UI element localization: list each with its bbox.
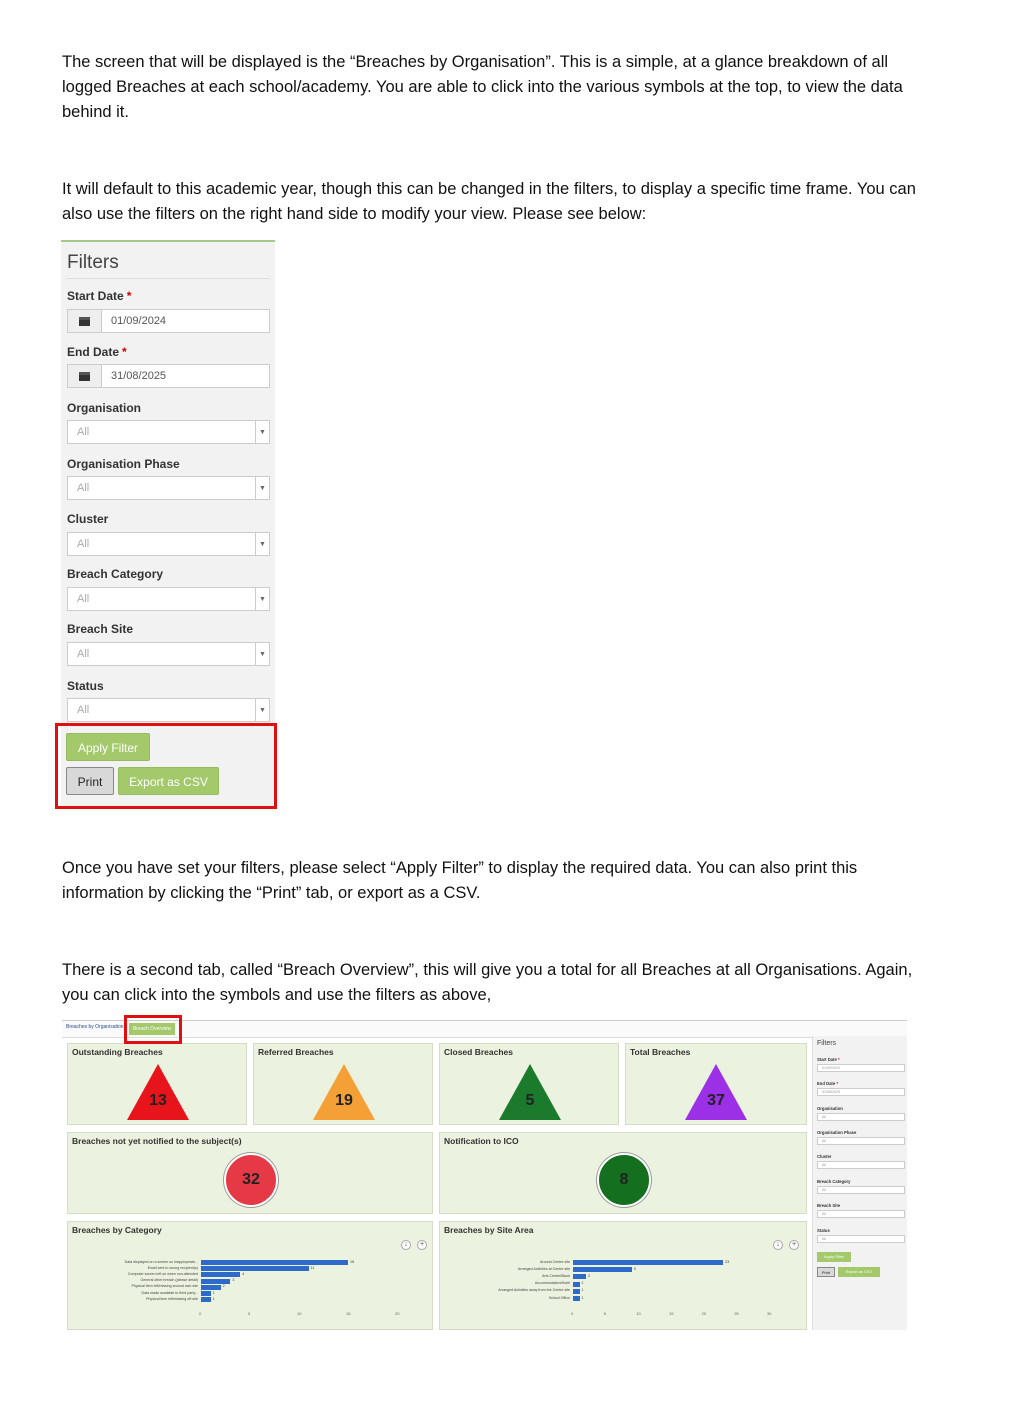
side-cluster-label: Cluster — [817, 1154, 832, 1159]
card-title: Closed Breaches — [444, 1047, 513, 1057]
end-date-value: 31/08/2025 — [111, 370, 167, 382]
side-organisation-label: Organisation — [817, 1106, 843, 1111]
organisation-phase-value: All — [77, 482, 90, 494]
bar-category-label: Email sent to wrong recipient(s) — [147, 1265, 198, 1270]
highlight-box — [124, 1015, 182, 1044]
bar-value-label: 2 — [588, 1273, 591, 1278]
bar-category-label: Data displayed on a screen so inappropriate... — [124, 1259, 198, 1264]
paragraph-line: also use the filters on the right hand side to modify your view. Please see below: — [62, 205, 647, 223]
breach-site-select[interactable] — [67, 642, 270, 666]
card-title: Total Breaches — [630, 1047, 691, 1057]
chevron-down-icon[interactable]: ▼ — [255, 588, 269, 610]
bar[interactable] — [201, 1272, 240, 1277]
bar-category-label: Arts Centre/Block — [542, 1273, 570, 1278]
bar-value-label: 9 — [633, 1266, 636, 1271]
calendar-icon[interactable] — [68, 365, 102, 387]
start-date-field[interactable] — [67, 309, 270, 333]
organisation-select[interactable] — [67, 420, 270, 444]
x-tick-label: 0 — [571, 1311, 574, 1317]
closed-breaches-card[interactable] — [439, 1043, 619, 1125]
bar[interactable] — [201, 1285, 221, 1290]
not-notified-card[interactable] — [67, 1132, 433, 1214]
filters-divider — [67, 278, 269, 279]
side-organisation-phase-label: Organisation Phase — [817, 1130, 857, 1135]
intro-paragraph — [62, 50, 962, 125]
cluster-select[interactable] — [67, 532, 270, 556]
card-value: 13 — [149, 1092, 167, 1109]
bar-category-label: School Office — [548, 1295, 570, 1300]
paragraph-line: you can click into the symbols and use the filters as above, — [62, 986, 492, 1004]
side-status-label: Status — [817, 1228, 830, 1233]
start-date-label: Start Date * — [67, 289, 132, 303]
status-value: All — [77, 704, 90, 716]
count-circle[interactable]: 8 — [597, 1153, 651, 1207]
bar[interactable] — [201, 1260, 348, 1265]
category-bar-chart — [68, 1222, 434, 1331]
bar[interactable] — [573, 1289, 580, 1294]
organisation-phase-select[interactable] — [67, 476, 270, 500]
tab-breach-overview[interactable]: Breach Overview — [129, 1023, 175, 1035]
chevron-down-icon[interactable]: ▼ — [255, 477, 269, 499]
dashboard-screenshot — [62, 1020, 907, 1330]
chevron-down-icon[interactable]: ▼ — [255, 421, 269, 443]
cluster-value: All — [77, 538, 90, 550]
bar[interactable] — [573, 1274, 586, 1279]
bar[interactable] — [573, 1267, 632, 1272]
filters-paragraph — [62, 177, 962, 227]
side-breach-site-select[interactable]: All — [817, 1210, 905, 1218]
side-start-date-label: Start Date * — [817, 1057, 840, 1062]
chevron-down-icon[interactable]: ▼ — [255, 533, 269, 555]
bar-category-label: Arranged Activities away from the Centre site — [498, 1288, 570, 1293]
bar[interactable] — [573, 1260, 723, 1265]
status-select[interactable] — [67, 698, 270, 722]
bar-value-label: 1 — [581, 1295, 584, 1300]
bar[interactable] — [573, 1296, 580, 1301]
dashboard-tabs — [62, 1020, 907, 1038]
referred-breaches-card[interactable] — [253, 1043, 433, 1125]
bar-category-label: Around Centre site — [540, 1259, 570, 1264]
side-breach-category-select[interactable]: All — [817, 1186, 905, 1194]
count-circle[interactable]: 32 — [224, 1153, 278, 1207]
chevron-down-icon[interactable]: ▼ — [255, 643, 269, 665]
paragraph-line: There is a second tab, called “Breach Overview”, this will give you a total for all Breaches at all Organisations. Again, — [62, 961, 913, 979]
bar[interactable] — [573, 1282, 580, 1287]
paragraph-line: information by clicking the “Print” tab, or export as a CSV. — [62, 884, 481, 902]
bar[interactable] — [201, 1291, 211, 1296]
bar-category-label: Data made available to third party... — [141, 1290, 198, 1295]
organisation-phase-label: Organisation Phase — [67, 457, 180, 471]
bar-category-label: Physical item left/missing around own site — [131, 1284, 198, 1289]
breach-site-label: Breach Site — [67, 622, 134, 636]
paragraph-line: The screen that will be displayed is the “Breaches by Organisation”. This is a simple, at a glance breakdown of all — [62, 53, 889, 71]
print-button[interactable]: Print — [66, 767, 114, 795]
side-export-csv-button[interactable]: Export as CSV — [838, 1267, 880, 1277]
side-end-date-label: End Date * — [817, 1081, 838, 1086]
bar-value-label: 1 — [212, 1290, 215, 1295]
category-chart-card — [67, 1221, 433, 1330]
x-tick-label: 10 — [297, 1311, 302, 1317]
apply-paragraph — [62, 856, 962, 906]
calendar-icon[interactable] — [68, 310, 102, 332]
x-tick-label: 20 — [701, 1311, 707, 1317]
outstanding-breaches-card[interactable] — [67, 1043, 247, 1125]
card-title: Breaches by Category — [72, 1225, 162, 1235]
expand-icon[interactable]: + — [789, 1240, 799, 1250]
side-breach-category-label: Breach Category — [817, 1179, 851, 1184]
card-value: 37 — [707, 1092, 725, 1109]
card-value: 19 — [335, 1092, 353, 1109]
expand-icon[interactable]: + — [417, 1240, 427, 1250]
bar-value-label: 1 — [581, 1288, 584, 1293]
side-apply-filter-button[interactable]: Apply Filter — [817, 1252, 851, 1262]
bar[interactable] — [201, 1266, 309, 1271]
highlight-box — [55, 723, 277, 809]
side-organisation-phase-select[interactable]: All — [817, 1137, 905, 1145]
side-print-button[interactable]: Print — [817, 1267, 835, 1277]
download-icon[interactable]: ↓ — [773, 1240, 783, 1250]
status-label: Status — [67, 679, 104, 693]
side-filters-panel — [812, 1036, 907, 1330]
card-title: Outstanding Breaches — [72, 1047, 163, 1057]
x-tick-label: 25 — [734, 1311, 739, 1317]
side-cluster-select[interactable]: All — [817, 1161, 905, 1169]
bar-category-label: Arranged Activities at Centre site — [517, 1266, 570, 1271]
x-tick-label: 15 — [669, 1311, 674, 1317]
paragraph-line: behind it. — [62, 103, 129, 121]
paragraph-line: logged Breaches at each school/academy. You are able to click into the various symbols at the top, to view the data — [62, 78, 903, 96]
bar-value-label: 4 — [242, 1271, 245, 1276]
x-tick-label: 30 — [767, 1311, 772, 1317]
card-value: 5 — [525, 1092, 535, 1109]
bar-value-label: 2 — [222, 1284, 225, 1289]
breach-site-value: All — [77, 648, 90, 660]
card-title: Breaches by Site Area — [444, 1225, 534, 1235]
bar-category-label: General other breach (please detail) — [140, 1278, 198, 1283]
end-date-field[interactable] — [67, 364, 270, 388]
end-date-label: End Date * — [67, 345, 127, 359]
x-tick-label: 10 — [636, 1311, 641, 1317]
x-tick-label: 20 — [395, 1311, 400, 1317]
x-tick-label: 15 — [346, 1311, 351, 1317]
side-filters-title: Filters — [817, 1040, 837, 1047]
filters-title: Filters — [67, 252, 119, 273]
bar-value-label: 1 — [581, 1281, 584, 1286]
breach-category-select[interactable] — [67, 587, 270, 611]
overview-paragraph — [62, 958, 962, 1008]
card-title: Notification to ICO — [444, 1136, 519, 1146]
chevron-down-icon[interactable]: ▼ — [255, 699, 269, 721]
paragraph-line: Once you have set your filters, please select “Apply Filter” to display the required data. You can also print this — [62, 859, 858, 877]
bar[interactable] — [201, 1279, 230, 1284]
bar-category-label: Computer screen left on when non-attended — [127, 1271, 198, 1276]
side-organisation-select[interactable]: All — [817, 1113, 905, 1121]
x-tick-label: 0 — [199, 1311, 202, 1317]
x-tick-label: 5 — [248, 1311, 251, 1317]
filters-panel — [61, 240, 275, 806]
apply-filter-button[interactable]: Apply Filter — [66, 733, 150, 761]
bar-value-label: 3 — [232, 1278, 235, 1283]
paragraph-line: It will default to this academic year, though this can be changed in the filters, to display a specific time frame. You can — [62, 180, 916, 198]
breach-category-value: All — [77, 593, 90, 605]
export-csv-button[interactable]: Export as CSV — [118, 767, 219, 795]
site-chart-card — [439, 1221, 807, 1330]
card-title: Breaches not yet notified to the subject(s) — [72, 1136, 242, 1146]
total-breaches-card[interactable] — [625, 1043, 807, 1125]
bar-category-label: Physical item left/missing off-site — [146, 1296, 198, 1301]
bar-category-label: Accommodation/Hotel — [534, 1281, 570, 1286]
x-tick-label: 5 — [603, 1311, 606, 1317]
bar-value-label: 11 — [310, 1265, 315, 1270]
bar-value-label: 15 — [350, 1259, 354, 1264]
side-status-select[interactable]: All — [817, 1235, 905, 1243]
side-breach-site-label: Breach Site — [817, 1203, 841, 1208]
tab-breaches-by-organisation[interactable]: Breaches by Organisation — [66, 1024, 124, 1030]
organisation-value: All — [77, 426, 90, 438]
organisation-label: Organisation — [67, 401, 142, 415]
bar[interactable] — [201, 1297, 211, 1302]
cluster-label: Cluster — [67, 512, 109, 526]
start-date-value: 01/09/2024 — [111, 315, 167, 327]
bar-value-label: 23 — [725, 1259, 730, 1264]
ico-notification-card[interactable] — [439, 1132, 807, 1214]
site-bar-chart — [440, 1222, 808, 1331]
bar-value-label: 1 — [212, 1296, 215, 1301]
side-end-date-field[interactable]: 31/08/2025 — [817, 1088, 905, 1096]
side-start-date-field[interactable]: 01/09/2024 — [817, 1064, 905, 1072]
download-icon[interactable]: ↓ — [401, 1240, 411, 1250]
card-title: Referred Breaches — [258, 1047, 334, 1057]
breach-category-label: Breach Category — [67, 567, 164, 581]
